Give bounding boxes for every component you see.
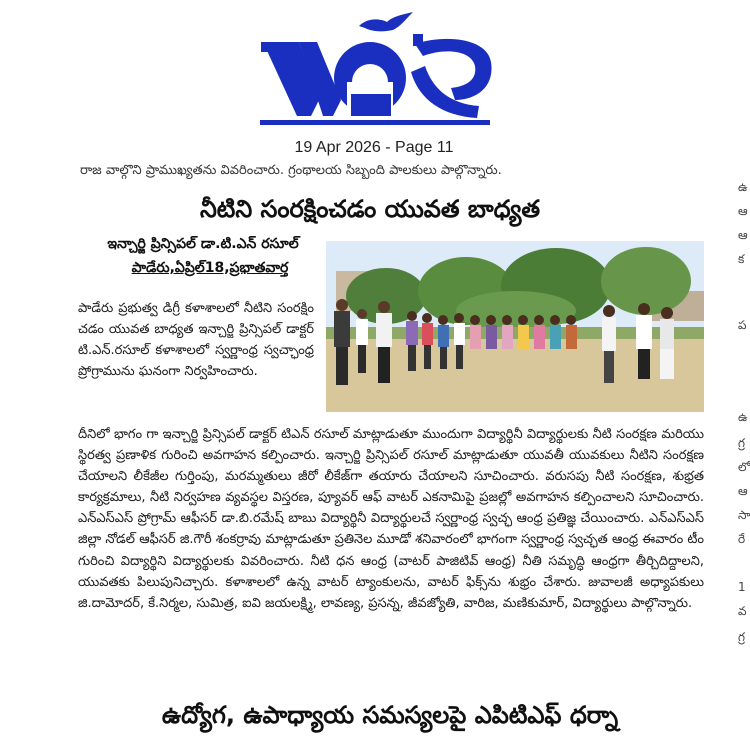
article-photo-students-assembly: [326, 241, 704, 412]
previous-article-last-line: [80, 160, 720, 182]
article-headline: నీటిని సంరక్షించడం యువత బాధ్యత: [199, 195, 541, 223]
adjacent-column-fragment: ఆ: [738, 228, 748, 242]
previous-article-text: రాజ వాల్గొని ప్రాముఖ్యతను వివరించారు. గ్రంథాలయ సిబ్బంది పాలకులు పాల్గొన్నారు.: [80, 163, 502, 178]
adjacent-column-fragment: 1: [738, 580, 746, 594]
adjacent-column-fragment: గ్ర: [738, 630, 745, 644]
adjacent-column-fragment: ఉ: [738, 410, 748, 424]
adjacent-column-fragment: ఆ: [738, 204, 748, 218]
adjacent-column-fragment: రే: [738, 532, 746, 546]
article-paragraph-1: పాడేరు ప్రభుత్వ డిగ్రీ కళాశాలలో నీటిని సంరక్షిం చడం యువత బాధ్యత ఇన్చార్జి ప్రిన్సిపల్ డాక్టర్ టి.ఎన్.రసూల్ కళాశాలలో స్వర్ణాంధ్ర స్వచ్ఛాంధ్ర ప్రోగ్రామును ఘనంగా నిర్వహించారు.: [78, 301, 314, 380]
edition-date-page: 19 Apr 2026 - Page 11: [294, 139, 454, 156]
adjacent-column-fragment: లో: [738, 460, 750, 474]
article-subheading: ఇన్చార్జి ప్రిన్సిపల్ డా.టి.ఎన్ రసూల్: [107, 236, 299, 252]
adjacent-column-fragment: గ్ర: [738, 436, 745, 450]
article-paragraph-2: దీనిలో భాగం గా ఇన్చార్జి ప్రిన్సిపల్ డాక్టర్ టిఎన్ రసూల్ మాట్లాడుతూ ముందుగా విద్యార్థినీ విద్యార్థులకు నీటి సంరక్షణ మరియు స్థిరత్వ ప్రణాళిక గురించి అవగాహన కల్పించారు. ఇన్చార్జి ప్రిన్సిపల్ రసూల్ మాట్లాడుతూ యువతీ యువకులు నీటిని సంరక్షణ చేయాలని లీకేజీల గుర్తింపు, మరమ్మతులు జీరో లీకేజ్‌గా తయారు చేయాలని సూచించారు. వరుసపు నీటి సంరక్షణ, శుభ్రత కార్యక్రమాలు, నీటి నిర్వహణ వ్యవస్థల విస్తరణ, ప్యూవర్ ఆఫ్ వాటర్ ఎకనామిపై ప్రజల్లో అవగాహన కల్పించాలని సూచించారు. ఎన్ఎస్ఎస్ ప్రోగ్రామ్ ఆఫీసర్ డా.బి.రమేష్ బాబు విద్యార్థినీ విద్యార్థులచే స్వర్ణాంధ్ర స్వచ్ఛ ఆంధ్ర ప్రతిజ్ఞ చేయించారు. ఎన్ఎస్ఎస్ జిల్లా నోడల్ ఆఫీసర్ జి.గౌరీ శంకర్రావు మాట్లాడుతూ ప్రతినెల మూడో శనివారంలో భాగంగా స్వర్ణాంధ్ర స్వచ్ఛత ఆంధ్ర ఈవారం టీం గురించి విద్యార్థిని విద్యార్థులకు వివరించారు. నీటి ధన ఆంధ్ర (వాటర్ పాజిటివ్ ఆంధ్ర) నీతి సమృద్ధి ఆంధ్రగా తీర్చిదిద్దాలని, యువతకు పిలుపునిచ్చారు. కళాశాలలో ఉన్న వాటర్ ట్యాంకులను, వాటర్ ఫిక్స్‌ను శుభ్రం చేశారు. జువాలజీ అధ్యాపకులు జి.దామోదర్, కే.నిర్మల, సుమిత్ర, ఐవి జయలక్ష్మి, లావణ్య, ప్రసన్న, జీవజ్యోతి, వారిజ, మణికుమార్, విద్యార్థులు పాల్గొన్నారు.: [78, 427, 705, 611]
adjacent-column-fragment: క: [738, 252, 745, 266]
next-article-headline: ఉద్యోగ, ఉపాధ్యాయ సమస్యలపై ఎపిటిఎఫ్ ధర్నా: [161, 701, 619, 729]
adjacent-column-fragment: ప: [738, 318, 747, 332]
newspaper-masthead-logo: [255, 8, 500, 128]
article-dateline: పాడేరు,ఏప్రిల్18,ప్రభాతవార్త: [131, 260, 289, 276]
dove-icon: [359, 12, 413, 31]
adjacent-column-fragment: వ: [738, 604, 747, 618]
adjacent-column-fragment: సా: [738, 508, 750, 522]
adjacent-column-fragment: ఆ: [738, 484, 748, 498]
adjacent-column-fragment: ఉ: [738, 180, 748, 194]
